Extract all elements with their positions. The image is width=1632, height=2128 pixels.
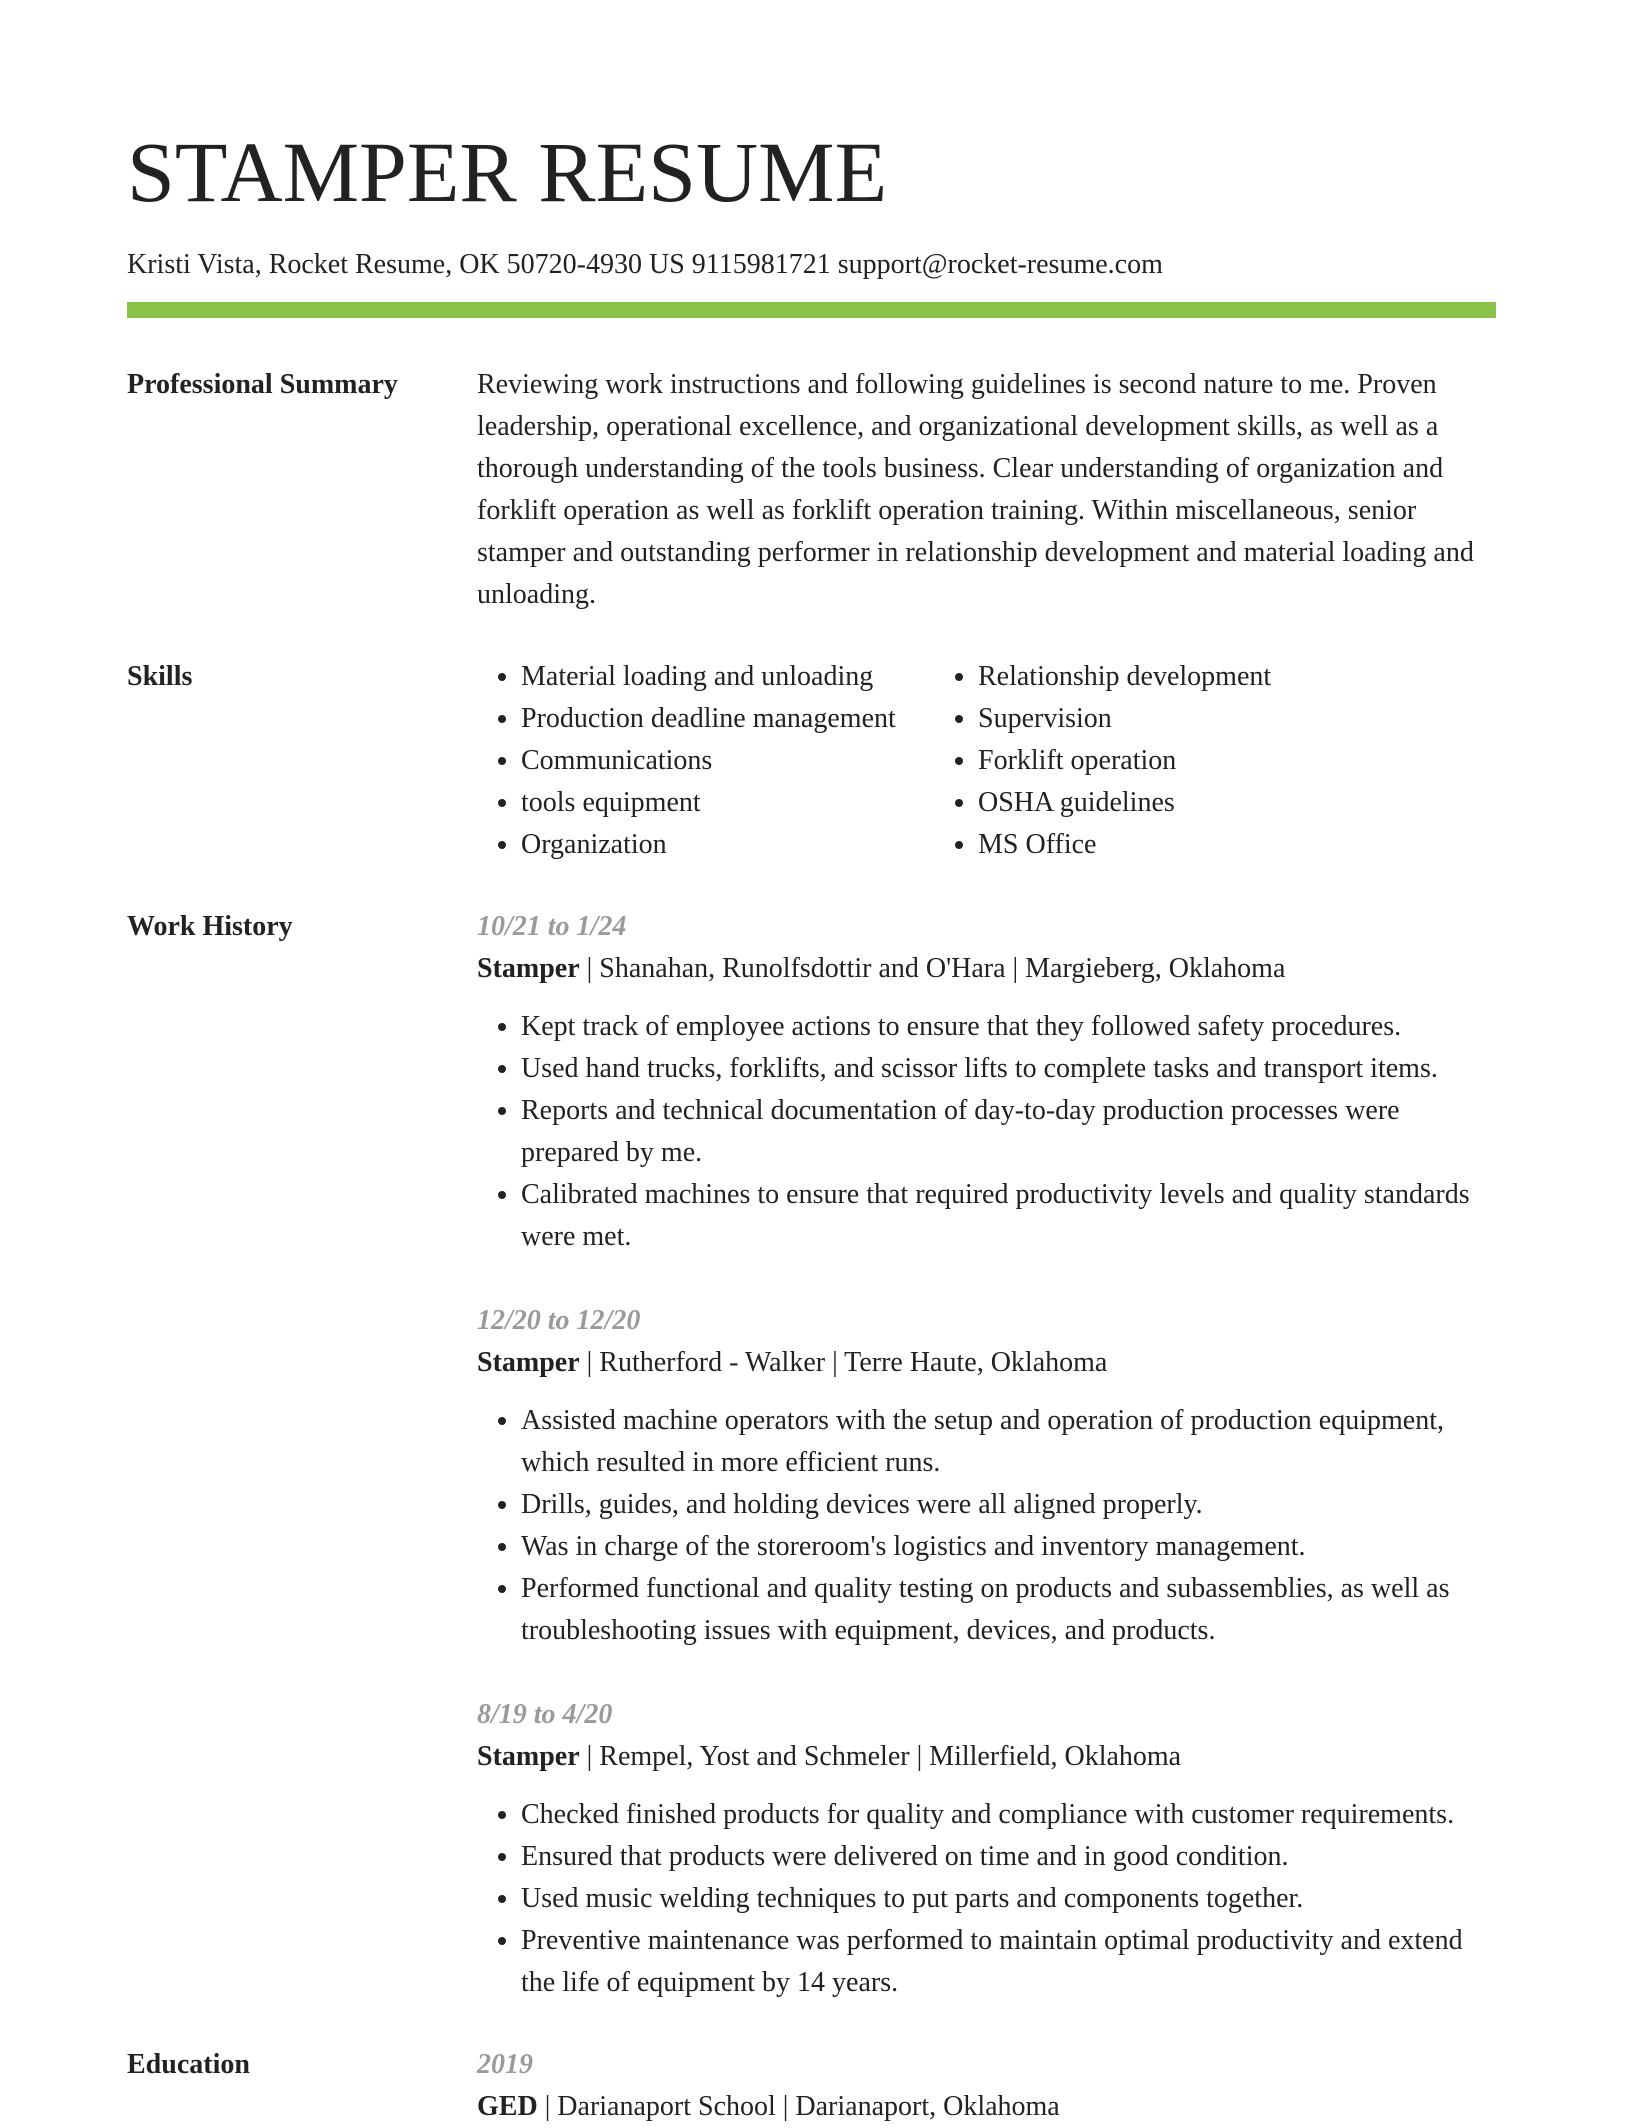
- job-bullet: • Performed functional and quality testing on products and subassemblies, as well as troubleshooting issues with equipment, devices, and products.: [521, 1568, 1496, 1652]
- job-entry: [477, 1694, 1496, 2004]
- education-heading: [477, 2086, 1496, 2128]
- section-label-summary: Professional Summary: [127, 369, 398, 400]
- job-title: Stamper: [477, 1347, 580, 1378]
- skill-item: • Production deadline management: [521, 698, 934, 740]
- skill-item: • Relationship development: [978, 656, 1434, 698]
- skills-section: [127, 656, 1496, 866]
- job-bullet: • Was in charge of the storeroom's logistics and inventory management.: [521, 1526, 1496, 1568]
- job-bullet: • Used music welding techniques to put parts and components together.: [521, 1878, 1496, 1920]
- job-title: Stamper: [477, 953, 580, 984]
- job-bullet: • Ensured that products were delivered on time and in good condition.: [521, 1836, 1496, 1878]
- skill-item: • Organization: [521, 824, 934, 866]
- job-dates: 12/20 to 12/20: [477, 1305, 641, 1336]
- summary-section: [127, 364, 1496, 616]
- section-label-skills: Skills: [127, 661, 193, 692]
- job-entry: [477, 906, 1496, 1258]
- contact-line: Kristi Vista, Rocket Resume, OK 50720-4930 US 9115981721 support@rocket-resume.com: [127, 249, 1163, 280]
- summary-text: Reviewing work instructions and following guidelines is second nature to me. Proven leadership, operational excellence, and organizational development skills, as well as a thorough understanding of the tools business. Clear understanding of organization and forklift operation as well as forklift operation training. Within miscellaneous, senior stamper and outstanding performer in relationship development and material loading and unloading.: [477, 369, 1474, 610]
- skill-item: • OSHA guidelines: [978, 782, 1434, 824]
- skill-item: • Material loading and unloading: [521, 656, 934, 698]
- section-label-education: Education: [127, 2049, 250, 2080]
- skill-item: • Forklift operation: [978, 740, 1434, 782]
- job-bullets: [477, 1400, 1496, 1652]
- work-history-section: [127, 906, 1496, 2004]
- job-heading: [477, 948, 1496, 990]
- header-divider: [127, 302, 1496, 318]
- job-bullet: • Drills, guides, and holding devices were all aligned properly.: [521, 1484, 1496, 1526]
- job-title: Stamper: [477, 1741, 580, 1772]
- job-bullet: • Checked finished products for quality and compliance with customer requirements.: [521, 1794, 1496, 1836]
- job-bullet: • Reports and technical documentation of day-to-day production processes were prepared by me.: [521, 1090, 1496, 1174]
- job-bullets: [477, 1006, 1496, 1258]
- job-bullets: [477, 1794, 1496, 2004]
- job-dates: 10/21 to 1/24: [477, 911, 627, 942]
- skill-item: • Communications: [521, 740, 934, 782]
- job-heading: [477, 1342, 1496, 1384]
- section-label-work-history: Work History: [127, 911, 293, 942]
- education-year: 2019: [477, 2049, 533, 2080]
- job-bullet: • Kept track of employee actions to ensure that they followed safety procedures.: [521, 1006, 1496, 1048]
- skill-item: • tools equipment: [521, 782, 934, 824]
- skill-item: • Supervision: [978, 698, 1434, 740]
- skills-column-2: [934, 656, 1434, 866]
- skill-item: • MS Office: [978, 824, 1434, 866]
- education-degree: GED: [477, 2091, 538, 2122]
- job-bullet: • Calibrated machines to ensure that required productivity levels and quality standards were met.: [521, 1174, 1496, 1258]
- job-dates: 8/19 to 4/20: [477, 1699, 613, 1730]
- job-bullet: • Preventive maintenance was performed to maintain optimal productivity and extend the life of equipment by 14 years.: [521, 1920, 1496, 2004]
- job-employer-location: | Rempel, Yost and Schmeler | Millerfield, Oklahoma: [579, 1741, 1182, 1772]
- job-entry: [477, 1300, 1496, 1652]
- resume-page: [127, 0, 1496, 2128]
- skills-grid: [477, 656, 1496, 866]
- job-bullet: • Assisted machine operators with the setup and operation of production equipment, which resulted in more efficient runs.: [521, 1400, 1496, 1484]
- job-bullet: • Used hand trucks, forklifts, and scissor lifts to complete tasks and transport items.: [521, 1048, 1496, 1090]
- job-employer-location: | Rutherford - Walker | Terre Haute, Oklahoma: [579, 1347, 1108, 1378]
- education-section: [127, 2044, 1496, 2128]
- education-school-location: | Darianaport School | Darianaport, Oklahoma: [537, 2091, 1060, 2122]
- job-heading: [477, 1736, 1496, 1778]
- resume-title: STAMPER RESUME: [127, 124, 888, 220]
- skills-column-1: [477, 656, 934, 866]
- job-employer-location: | Shanahan, Runolfsdottir and O'Hara | Margieberg, Oklahoma: [579, 953, 1286, 984]
